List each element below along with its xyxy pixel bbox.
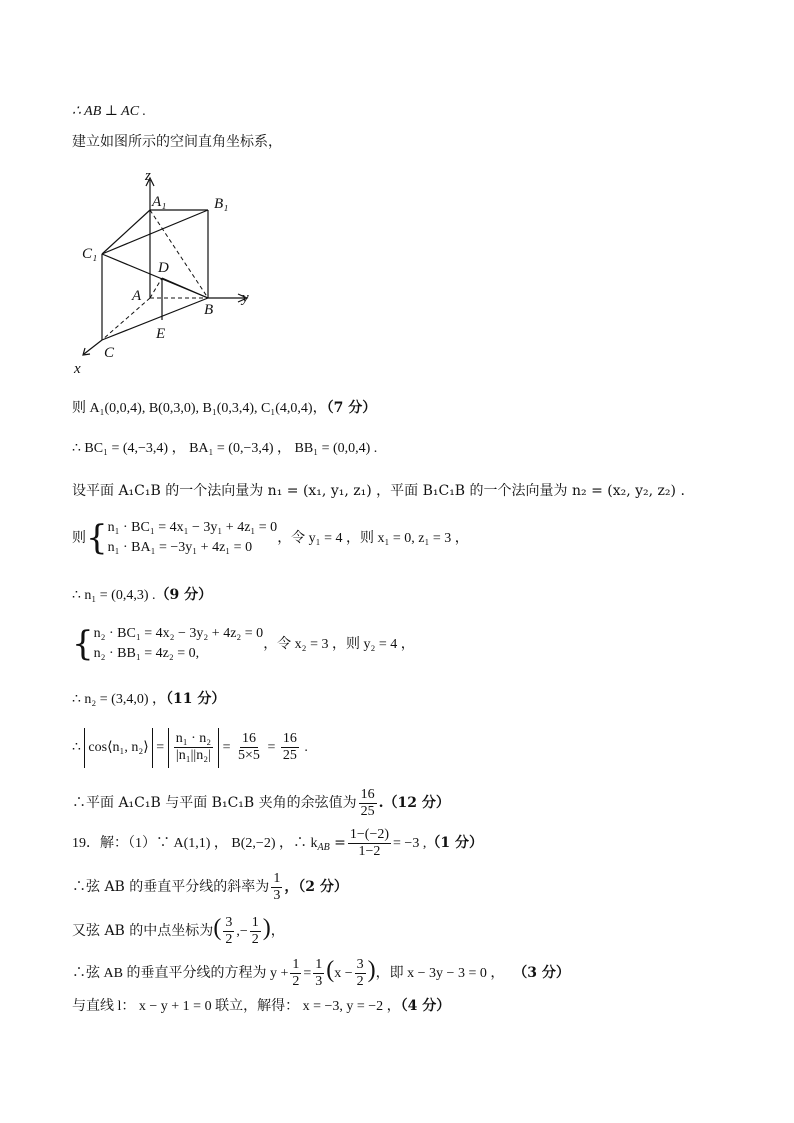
- label-b: B: [204, 302, 214, 318]
- cosine-abs: cos⟨n₁, n₂⟩: [84, 728, 152, 768]
- x-axis: [84, 340, 102, 354]
- line-problem-19-slope: 19．解：（1）∵ A(1,1) ， B(2,−2) ，∴ $k_{AB}$ = $\frac{1-(-2)}{1-2}$ = −3 ,（1 分）: [72, 826, 483, 859]
- label-z: z: [145, 168, 151, 184]
- prism-coordinate-figure: [72, 162, 272, 380]
- line-normal-vectors-def: 设平面 A₁C₁B 的一个法向量为 n₁ = (x₁, y₁, z₁) ，平面 B₁C₁B 的一个法向量为 n₂ = (x₂, y₂, z₂) .: [72, 483, 685, 499]
- line-setup-coordinates: 建立如图所示的空间直角坐标系，: [72, 134, 282, 150]
- system-1-eq2: n₁ · BA₁ = −3y₁ + 4z₁ = 0: [107, 540, 253, 555]
- edge-c1-b1: [102, 210, 208, 254]
- hidden-edge-a-d: [150, 278, 162, 298]
- line-bisector-equation: ∴弦 AB 的垂直平分线的方程为 y + $\frac{1}{2}$ = $\frac{1}{3}$ (x − $\frac{3}{2}$ )，即 x − 3y − 3 = 0 ， （3 分）: [72, 956, 570, 989]
- line-point-coordinates: 则 A₁(0,0,4), B(0,3,0), B₁(0,3,4), C₁(4,0,4)，（7 分）: [72, 400, 377, 416]
- line-midpoint: 又弦 AB 的中点坐标为( $\frac{3}{2}$ ,− $\frac{1}{2}$ )，: [72, 914, 285, 947]
- label-a: A: [132, 288, 142, 304]
- edge-c1-a1: [102, 210, 150, 254]
- edge-c-b: [102, 298, 208, 340]
- line-conclusion-ab-perp-ac: ∴ AB ⊥ AC .: [72, 104, 147, 119]
- label-e: E: [156, 326, 166, 342]
- system-1: 则{ n₁ · BC₁ = 4x₁ − 3y₁ + 4z₁ = 0 n₁ · BA₁ = −3y₁ + 4z₁ = 0 ，令 y₁ = 4 ，则 x₁ = 0, z₁ = 3 ，: [72, 518, 469, 558]
- label-d: D: [158, 260, 169, 276]
- system-2-eq1: n₂ · BC₁ = 4x₂ − 3y₂ + 4z₂ = 0: [93, 626, 264, 641]
- system-2-eq2: n₂ · BB₁ = 4z₂ = 0,: [93, 646, 200, 661]
- line-cosine-conclusion: ∴平面 A₁C₁B 与平面 B₁C₁B 夹角的余弦值为 $\frac{16}{25}$ .（12 分）: [72, 786, 450, 819]
- label-c1: C₁: [82, 246, 98, 262]
- line-perpendicular-slope: ∴弦 AB 的垂直平分线的斜率为 $\frac{1}{3}$ ，（2 分）: [72, 870, 348, 903]
- line-n1-result: ∴ n₁ = (0,4,3) .（9 分）: [72, 587, 213, 603]
- system-1-eq1: n₁ · BC₁ = 4x₁ − 3y₁ + 4z₁ = 0: [107, 520, 278, 535]
- label-x: x: [74, 361, 81, 377]
- system-2: { n₂ · BC₁ = 4x₂ − 3y₂ + 4z₂ = 0 n₂ · BB₁ = 4z₂ = 0, ，令 x₂ = 3 ，则 y₂ = 4 ，: [72, 624, 415, 664]
- hidden-edge-a-c: [102, 298, 150, 340]
- label-a1: A₁: [152, 194, 167, 210]
- label-c: C: [104, 345, 115, 361]
- line-n2-result: ∴ n₂ = (3,4,0) ，（11 分）: [72, 691, 226, 707]
- label-b1: B₁: [214, 196, 229, 212]
- line-intersection: 与直线 l： x − y + 1 = 0 联立，解得： x = −3, y = −2 ，（4 分）: [72, 998, 451, 1014]
- line-vectors: ∴ BC₁ = (4,−3,4) ， BA₁ = (0,−3,4) ， BB₁ = (0,0,4) .: [72, 441, 378, 456]
- line-cosine: ∴ cos⟨n₁, n₂⟩ = $\frac{\text{n₁ · n₂}}{\text{|n₁||n₂|}}$ = $\frac{16}{5\times 5}$ = $\frac{16}{25}$ .: [72, 728, 308, 768]
- label-y: y: [242, 290, 249, 306]
